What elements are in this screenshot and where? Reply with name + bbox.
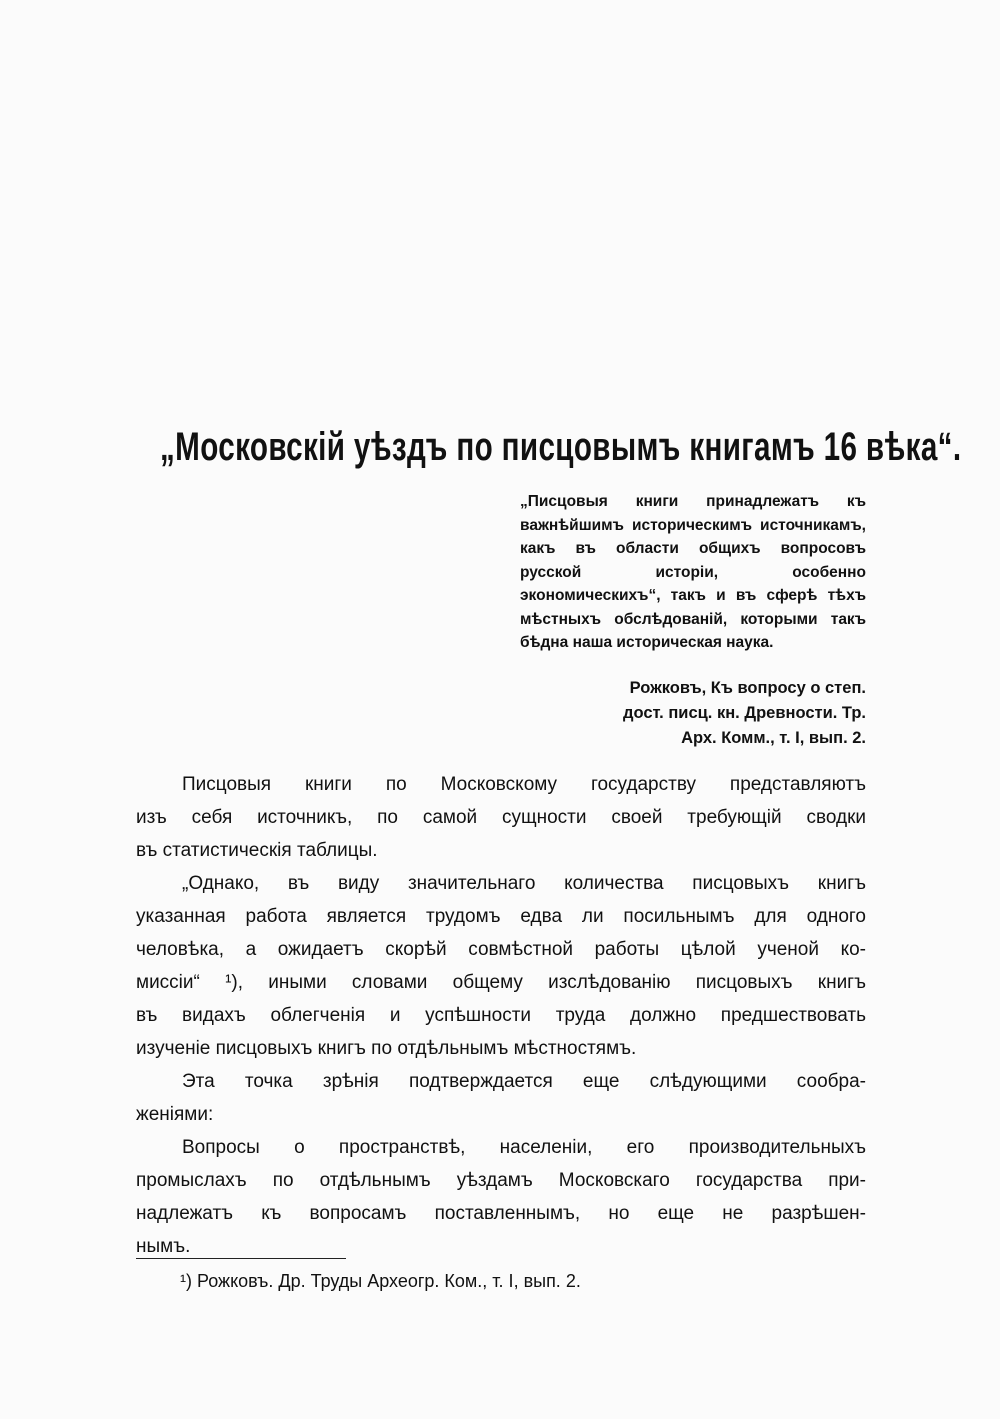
text-line: женіями: <box>136 1104 214 1125</box>
text-line: промыслахъ по отдѣльнымъ уѣздамъ Московскаго государства при- <box>136 1170 866 1191</box>
paragraph <box>136 768 866 867</box>
paragraph <box>136 867 866 1065</box>
footnote-text: Рожковъ. Др. Труды Археогр. Ком., т. I, вып. 2. <box>197 1271 581 1291</box>
paragraph <box>136 1131 866 1263</box>
epigraph-source-line: Рожковъ, Къ вопросу о степ. <box>629 679 866 697</box>
text-line: въ видахъ облегченія и успѣшности труда должно предшествовать <box>136 1005 866 1026</box>
text-line: человѣка, а ожидаетъ скорѣй совмѣстной работы цѣлой ученой ко- <box>136 939 866 960</box>
text-line: Эта точка зрѣнія подтверждается еще слѣдующими сообра- <box>182 1071 866 1092</box>
text-line: указанная работа является трудомъ едва ли посильнымъ для одного <box>136 906 866 927</box>
text-line: изъ себя источникъ, по самой сущности своей требующій сводки <box>136 807 866 828</box>
text-line: Вопросы о пространствѣ, населеніи, его производительныхъ <box>182 1137 866 1158</box>
text-line: Писцовыя книги по Московскому государству представляютъ <box>182 774 866 795</box>
text-line: въ статистическія таблицы. <box>136 840 378 861</box>
text-line: нымъ. <box>136 1236 191 1257</box>
epigraph-source-line: Арх. Комм., т. I, вып. 2. <box>681 729 866 747</box>
chapter-title: „Московскій уѣздъ по писцовымъ книгамъ 16 вѣка“. <box>160 425 962 469</box>
footnote-divider <box>136 1258 346 1259</box>
text-line: миссіи“ ¹), иными словами общему изслѣдованію писцовыхъ книгъ <box>136 972 866 993</box>
footnote <box>180 1266 740 1296</box>
text-line: надлежатъ къ вопросамъ поставленнымъ, но еще не разрѣшен- <box>136 1203 866 1224</box>
paragraph <box>136 1065 866 1131</box>
epigraph-source <box>556 676 866 751</box>
epigraph-quote: „Писцовыя книги принадлежатъ къ важнѣйшимъ историческимъ источникамъ, какъ въ области общихъ вопросовъ русской исторіи, особенно экономическихъ“, такъ и въ сферѣ тѣхъ мѣстныхъ обслѣдованій, которыми такъ бѣдна наша историческая наука. <box>520 493 866 651</box>
epigraph-source-line: дост. писц. кн. Древности. Тр. <box>623 704 866 722</box>
text-line: „Однако, въ виду значительнаго количества писцовыхъ книгъ <box>182 873 866 894</box>
text-line: изученіе писцовыхъ книгъ по отдѣльнымъ мѣстностямъ. <box>136 1038 637 1059</box>
footnote-marker: ¹) <box>180 1271 192 1291</box>
body-text <box>136 768 866 1263</box>
